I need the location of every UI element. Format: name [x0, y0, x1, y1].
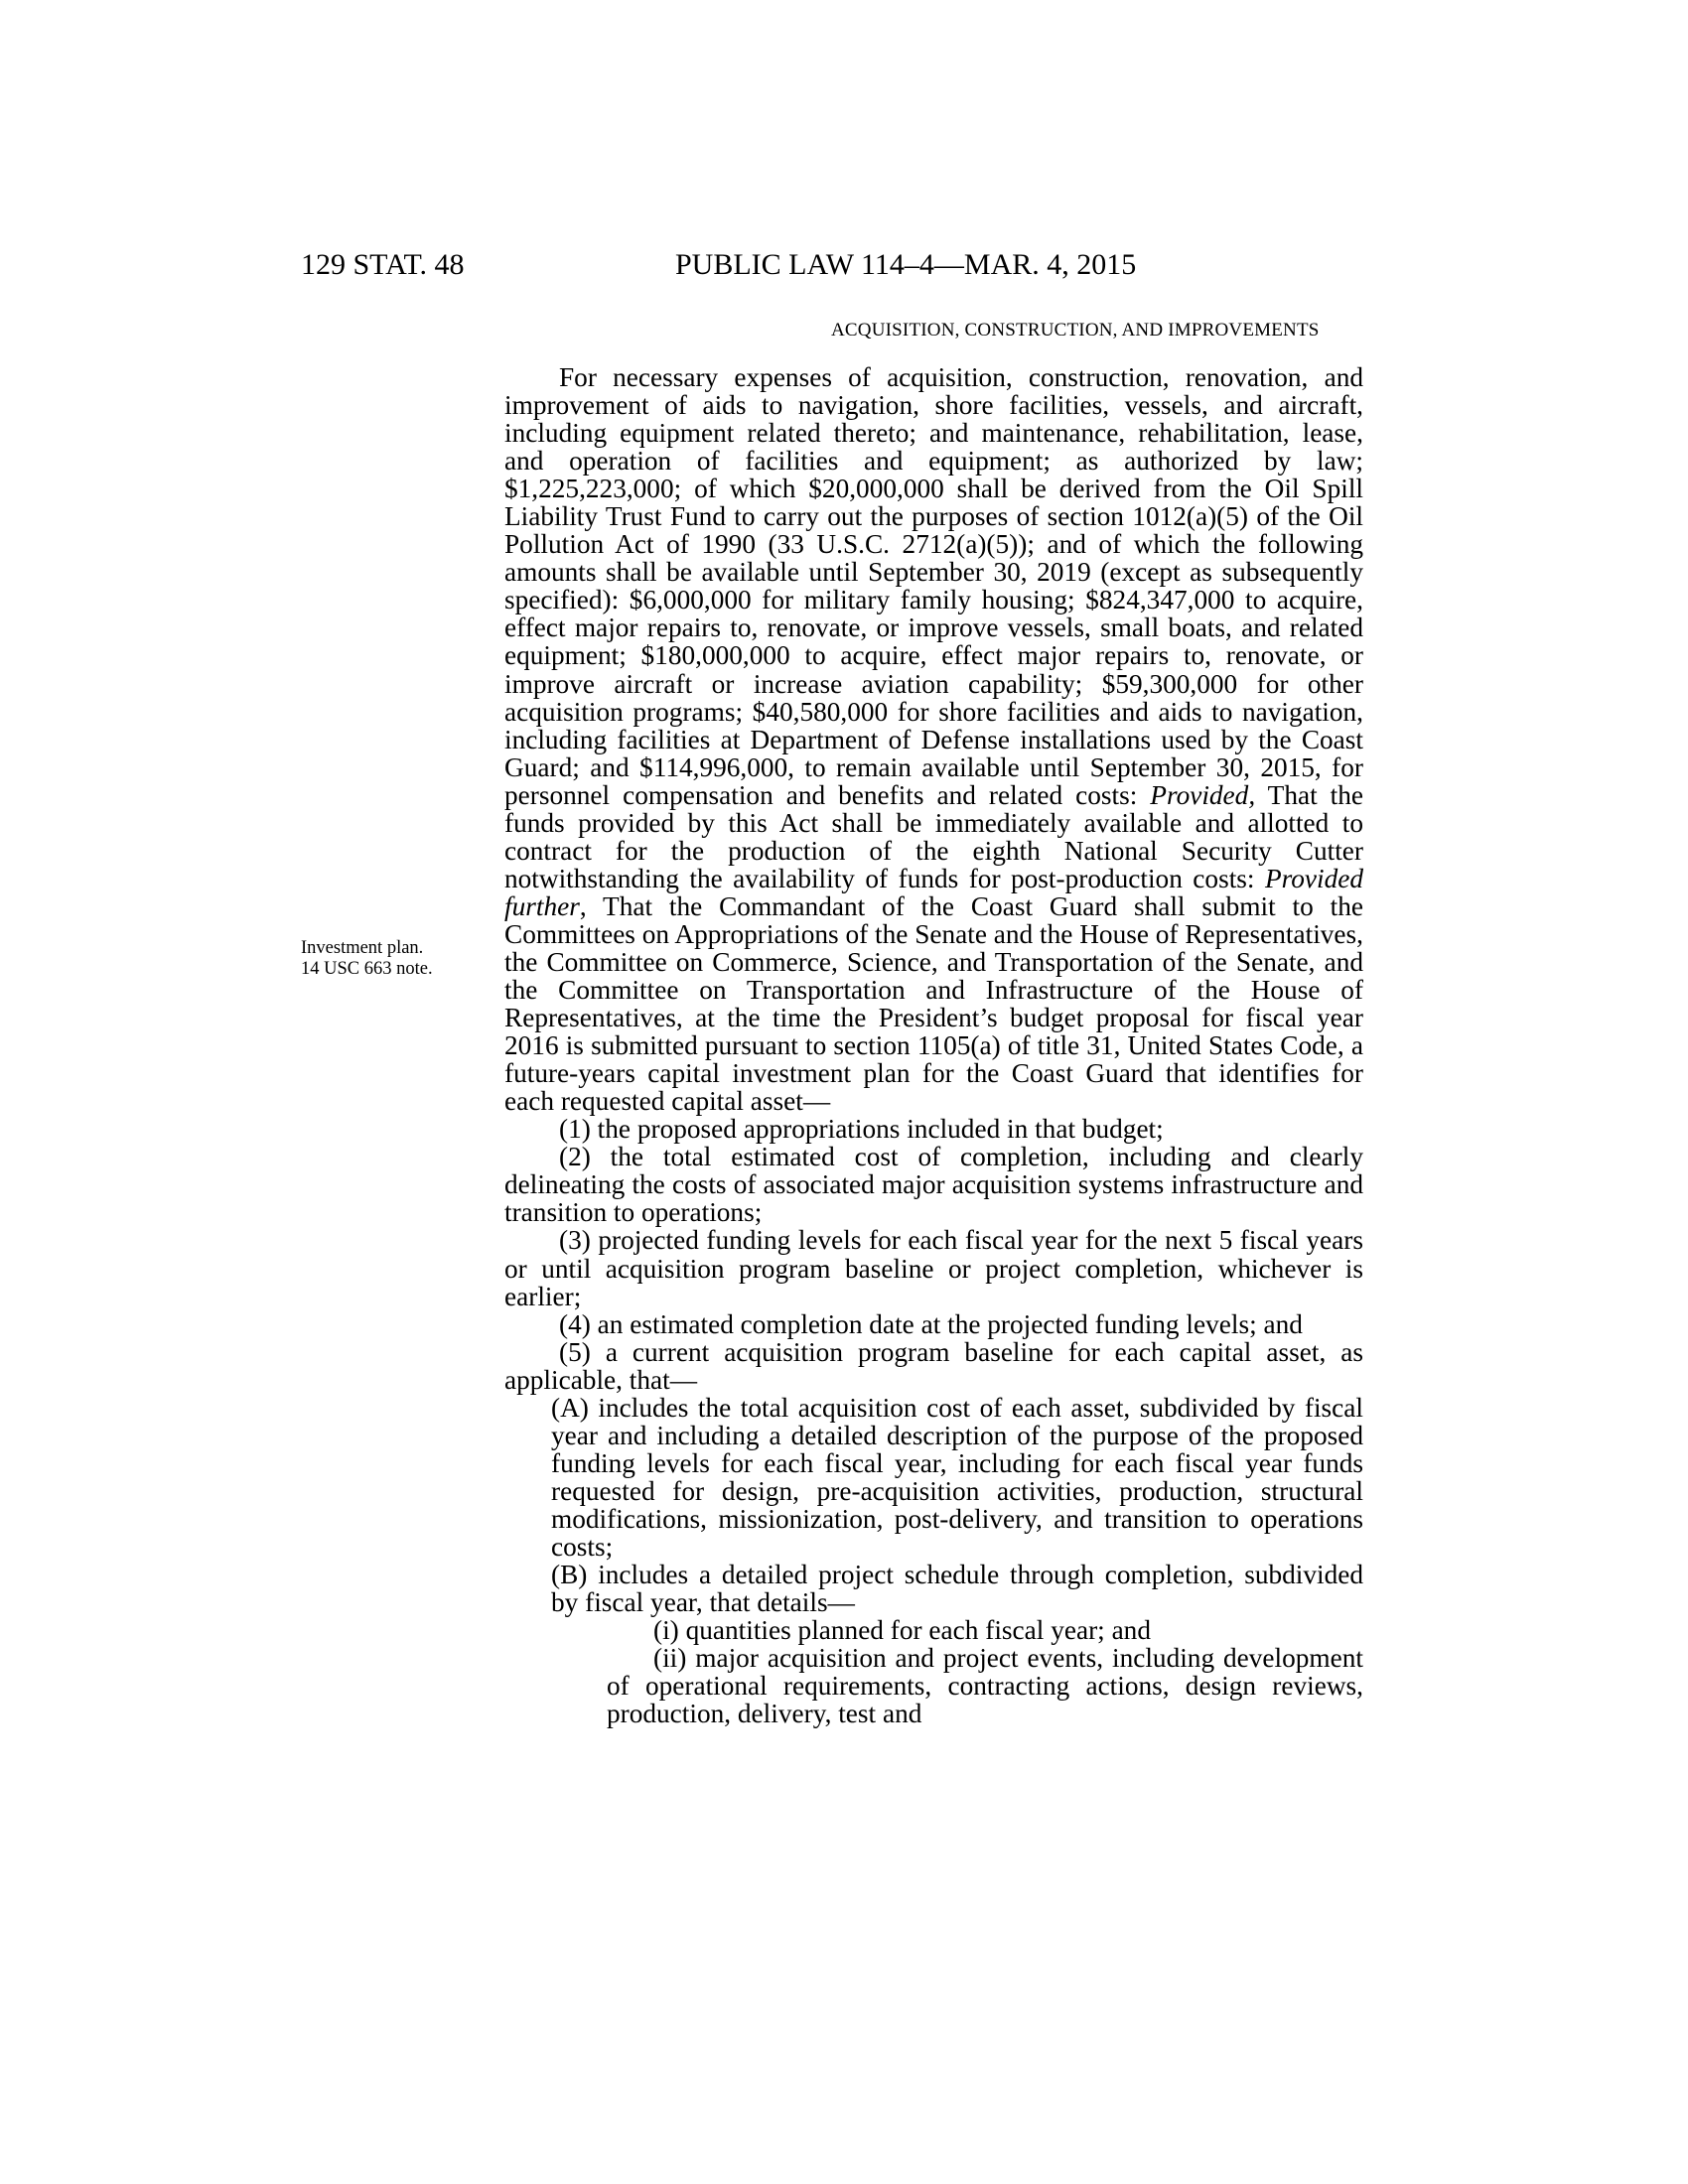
list-item-3: (3) projected funding levels for each fiscal year for the next 5 fiscal years or until acquisition program baseline or project completion, whichever is earlier;: [504, 1225, 1363, 1311]
subitem-group-a-b: [551, 1394, 1363, 1616]
main-paragraph-part-1: For necessary expenses of acquisition, construction, renovation, and improvement of aids to navigation, shore facilities, vessels, and aircraft, including equipment related thereto; and maintenance, rehabilitation, lease, and operation of facilities and equipment; as authorized by law; $1,225,223,000; of which $20,000,000 shall be derived from the Oil Spill Liability Trust Fund to carry out the purposes of section 1012(a)(5) of the Oil Pollution Act of 1990 (33 U.S.C. 2712(a)(5)); and of which the following amounts shall be available until September 30, 2019 (except as subsequently specified): $6,000,000 for military family housing; $824,347,000 to acquire, effect major repairs to, renovate, or improve vessels, small boats, and related equipment; $180,000,000 to acquire, effect major repairs to, renovate, or improve aircraft or increase aviation capability; $59,300,000 for other acquisition programs; $40,580,000 for shore facilities and aids to navigation, including facilities at Department of Defense installations used by the Coast Guard; and $114,996,000, to remain available until September 30, 2015, for personnel compensation and benefits and related costs:: [504, 362, 1363, 810]
stat-page-number: 129 STAT. 48: [301, 248, 465, 281]
list-item-5A: (A) includes the total acquisition cost of each asset, subdivided by fiscal year and including a detailed description of the purpose of the proposed funding levels for each fiscal year, including for each fiscal year funds requested for design, pre-acquisition activities, production, structural modifications, missionization, post-delivery, and transition to operations costs;: [551, 1392, 1363, 1562]
list-item-5B: (B) includes a detailed project schedule through completion, subdivided by fiscal year, that details—: [551, 1560, 1363, 1618]
main-paragraph: [504, 363, 1363, 1115]
margin-notes: [301, 938, 433, 980]
law-title-header: PUBLIC LAW 114–4—MAR. 4, 2015: [675, 248, 1137, 281]
main-paragraph-part-3: , That the Commandant of the Coast Guard shall submit to the Committees on Appropriations of the Senate and the House of Representatives, the Committee on Commerce, Science, and Transportation of the Senate, and the Committee on Transportation and Infrastructure of the House of Representatives, at the time the President’s budget proposal for fiscal year 2016 is submitted pursuant to section 1105(a) of title 31, United States Code, a future-years capital investment plan for the Coast Guard that identifies for each requested capital asset—: [504, 890, 1363, 1117]
section-heading: ACQUISITION, CONSTRUCTION, AND IMPROVEMENTS: [831, 320, 1320, 341]
margin-note-investment-plan: Investment plan.: [301, 938, 424, 958]
subitem-group-i-ii: [607, 1616, 1363, 1727]
list-item-5: (5) a current acquisition program baseline for each capital asset, as applicable, that—: [504, 1336, 1363, 1395]
list-item-1: (1) the proposed appropriations included in that budget;: [559, 1114, 1164, 1145]
body-text: [504, 363, 1363, 1727]
list-item-2: (2) the total estimated cost of completion, including and clearly delineating the costs of associated major acquisition systems infrastructure and transition to operations;: [504, 1142, 1363, 1228]
margin-note-usc-citation: 14 USC 663 note.: [301, 959, 433, 979]
list-item-4: (4) an estimated completion date at the projected funding levels; and: [559, 1308, 1303, 1339]
provided-italic: Provided,: [1150, 779, 1256, 810]
main-paragraph-part-2: That the funds provided by this Act shall be immediately available and allotted to contract for the production of the eighth National Security Cutter notwithstanding the availability of funds for post-production costs:: [504, 779, 1363, 893]
provided-further-italic: Provided further: [504, 863, 1363, 921]
list-item-5B-i: (i) quantities planned for each fiscal year; and: [653, 1615, 1151, 1646]
list-item-5B-ii: (ii) major acquisition and project events, including development of operational requirements, contracting actions, design reviews, production, delivery, test and: [607, 1643, 1363, 1729]
